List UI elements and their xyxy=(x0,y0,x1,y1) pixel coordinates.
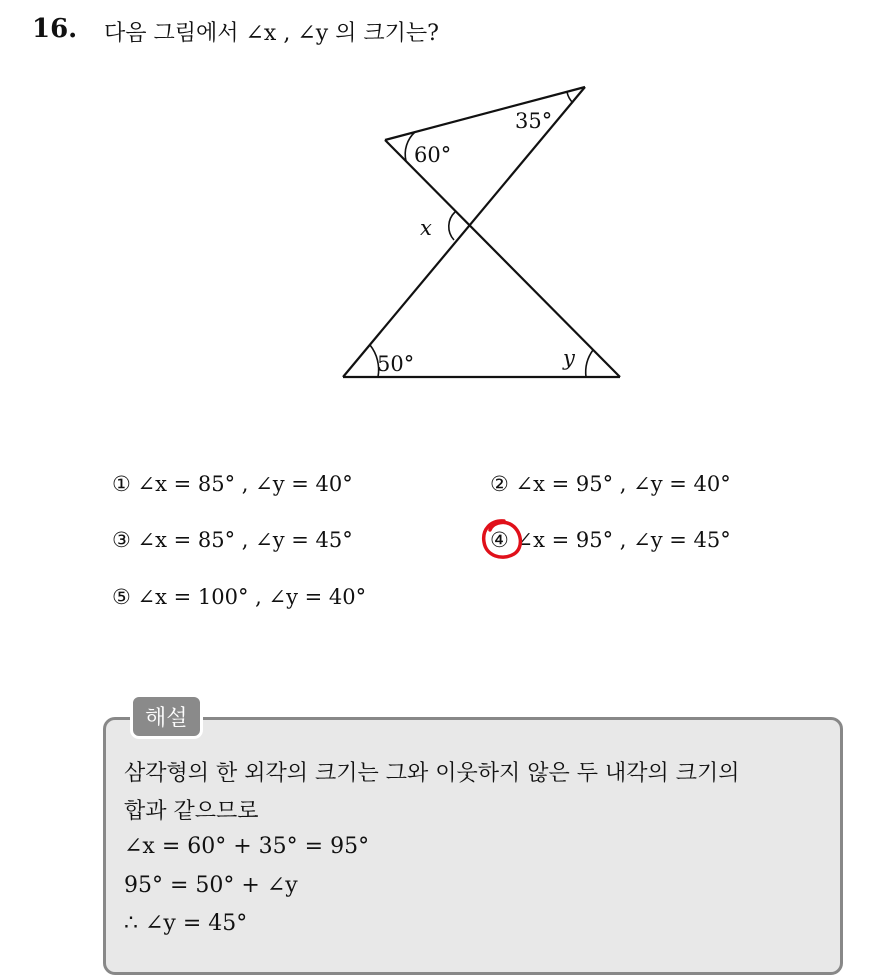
label-60: 60° xyxy=(414,143,452,167)
geometry-figure xyxy=(330,80,630,390)
explanation-line-4: 95° = 50° + ∠y xyxy=(124,873,298,898)
choice-3[interactable]: ③ ∠x = 85° , ∠y = 45° xyxy=(112,528,353,552)
selected-answer-mark xyxy=(478,516,526,564)
label-x: x xyxy=(420,216,432,240)
arc-35 xyxy=(567,92,573,103)
label-y: y xyxy=(563,346,575,370)
choice-4[interactable]: ④ ∠x = 95° , ∠y = 45° xyxy=(490,528,731,552)
choice-1[interactable]: ① ∠x = 85° , ∠y = 40° xyxy=(112,472,353,496)
arc-x xyxy=(449,212,455,240)
question-text: 다음 그림에서 ∠x , ∠y 의 크기는? xyxy=(104,21,439,46)
question-number: 16. xyxy=(32,14,78,44)
choice-2[interactable]: ② ∠x = 95° , ∠y = 40° xyxy=(490,472,731,496)
explanation-line-1: 삼각형의 한 외각의 크기는 그와 이웃하지 않은 두 내각의 크기의 xyxy=(124,761,740,786)
explanation-line-5: ∴ ∠y = 45° xyxy=(124,911,248,936)
choice-5[interactable]: ⑤ ∠x = 100° , ∠y = 40° xyxy=(112,585,367,609)
label-35: 35° xyxy=(515,109,553,133)
arc-y xyxy=(586,350,593,377)
label-50: 50° xyxy=(377,352,415,376)
explanation-line-3: ∠x = 60° + 35° = 95° xyxy=(124,834,370,859)
segment-left-diagonal xyxy=(385,140,620,377)
explanation-line-2: 합과 같으므로 xyxy=(124,799,259,824)
explanation-tag: 해설 xyxy=(130,694,203,739)
